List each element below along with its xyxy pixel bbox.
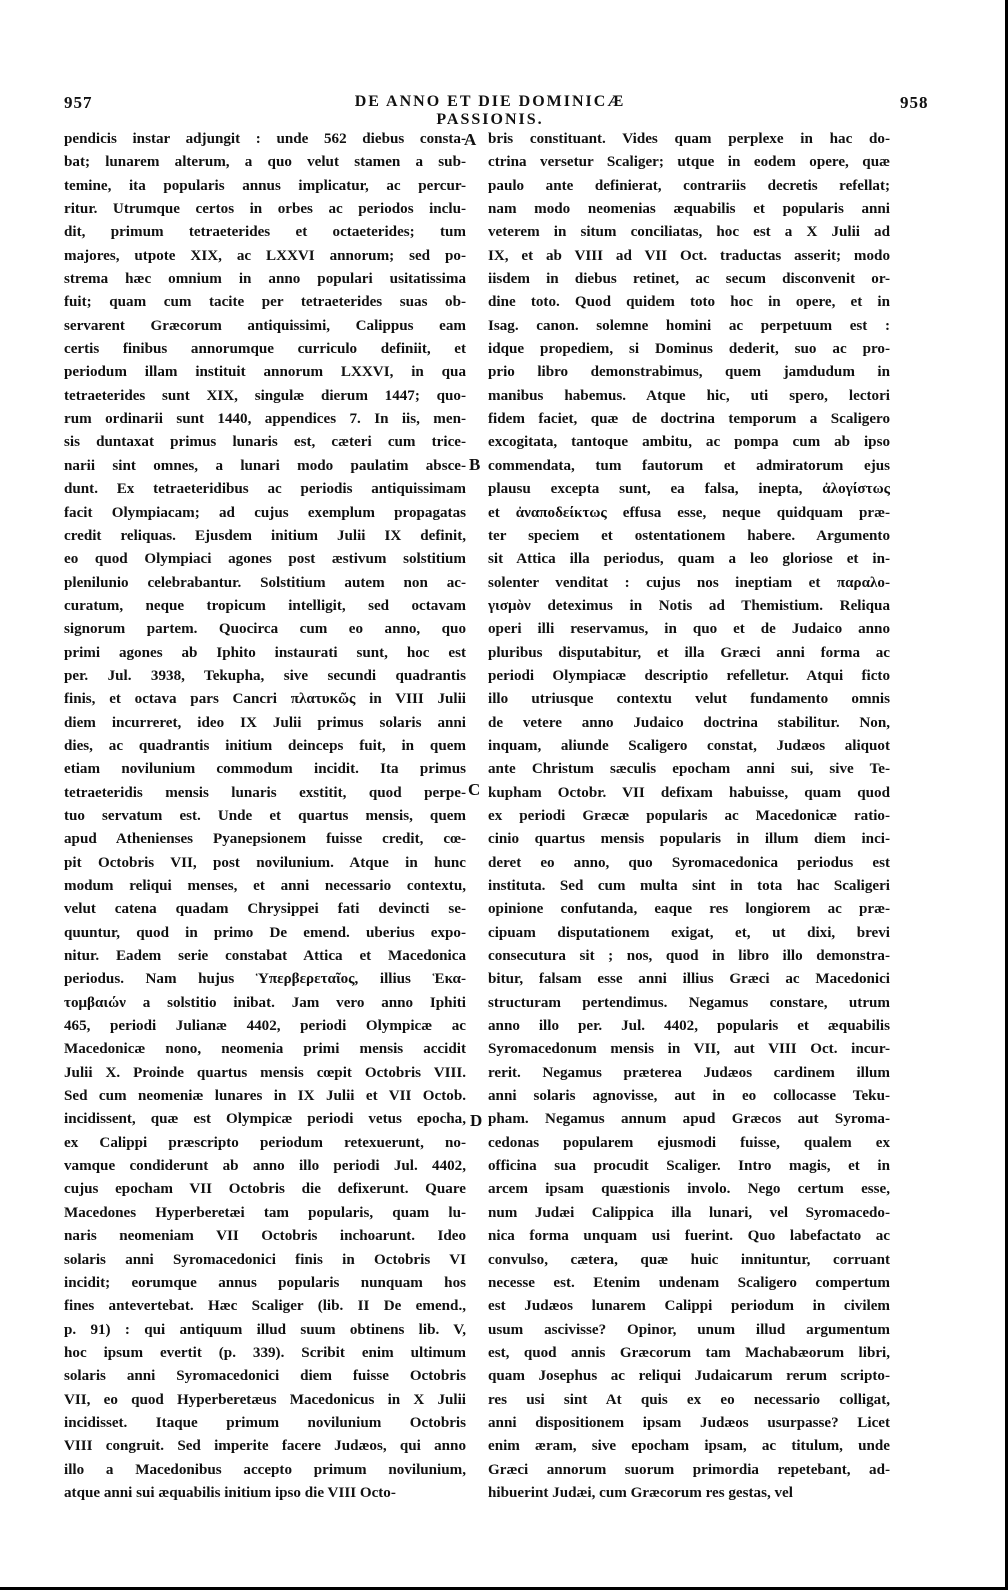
text-line: dit, primum tetraeterides et octaeterides; tum [64, 224, 466, 241]
text-line: nitur. Eadem serie constabat Attica et Macedonica [64, 948, 466, 965]
text-line: ex Calippi præscripto periodum retexuerunt, no- [64, 1134, 466, 1151]
text-line: sis duntaxat primus lunaris est, cæteri cum trice- [64, 434, 466, 451]
text-line: ctrina versetur Scaliger; utque in eodem opere, quæ [488, 154, 890, 171]
text-line: solaris anni Syromacedonici diem fuisse Octobris [64, 1368, 466, 1385]
text-line: certis finibus annorumque curriculo definiit, et [64, 341, 466, 358]
text-line: VII, eo quod Hyperberetæus Macedonicus in X Julii [64, 1391, 466, 1408]
text-line: sit Attica illa periodus, quam a leo gloriose et in- [488, 551, 890, 568]
text-line: servarent Græcorum antiquissimi, Calippus eam [64, 317, 466, 334]
text-line: majores, utpote XIX, ac LXXVI annorum; sed po- [64, 247, 466, 264]
text-line: incidisset. Itaque primum novilunium Octobris [64, 1414, 466, 1431]
text-line: rum ordinarii sunt 1440, appendices 7. In iis, men- [64, 411, 466, 428]
text-line: convulso, cætera, quæ huic innituntur, corruant [488, 1251, 890, 1268]
text-line: credit reliquas. Ejusdem initium Julii IX definit, [64, 527, 466, 544]
text-line: diem incurreret, ideo IX Julii primus solaris anni [64, 714, 466, 731]
text-line: modum reliqui menses, et anni necessario contextu, [64, 878, 466, 894]
text-line: tuo servatum est. Unde et quartus mensis, quem [64, 807, 466, 824]
text-line: ante Christum sæculis epocham anni sui, sive Te- [488, 761, 890, 778]
text-line: solaris anni Syromacedonici finis in Octobris VI [64, 1251, 466, 1268]
text-line: temine, ita popularis annus implicatur, ac percur- [64, 177, 466, 194]
text-line: quam Josephus ac reliqui Judaicarum rerum scripto- [488, 1368, 890, 1385]
text-line: anno illo per. Jul. 4402, popularis et æquabilis [488, 1018, 890, 1035]
text-line: cedonas popularem ejusmodi fuisse, qualem ex [488, 1134, 890, 1151]
text-line: bris constituant. Vides quam perplexe in hac do- [488, 131, 890, 147]
text-line: inquam, aliunde Scaligero constat, Judæos aliquot [488, 737, 890, 754]
text-line: structuram pertendimus. Negamus constare, utrum [488, 994, 890, 1011]
text-line: pham. Negamus annum apud Græcos aut Syroma- [488, 1111, 890, 1128]
text-line: rerit. Negamus præterea Judæos cardinem illum [488, 1064, 890, 1081]
text-line: plausu excepta sunt, ea falsa, inepta, ἀλογίστως [488, 481, 890, 498]
text-line: quuntur, quod in primo De emend. uberius expo- [64, 924, 466, 941]
text-line: primi agones ab Iphito instaurati sunt, hoc est [64, 644, 466, 661]
text-line: τομβαιών a solstitio inibat. Jam vero anno Iphiti [64, 994, 466, 1011]
text-line: ex periodi Græcæ popularis ac Macedonicæ ratio- [488, 807, 890, 824]
page-number-right: 958 [900, 93, 929, 112]
text-line: pendicis instar adjungit : unde 562 diebus consta- [64, 131, 466, 147]
text-line: operi illi reservamus, in quo et de Judaico anno [488, 621, 890, 638]
text-line: kupham Octobr. VII defixam habuisse, quam quod [488, 784, 890, 801]
text-line: curatum, neque tropicum intelligit, sed octavam [64, 597, 466, 614]
text-line: nam modo neomenias æquabilis et popularis anni [488, 201, 890, 218]
text-line: 465, periodi Julianæ 4402, periodi Olympicæ ac [64, 1018, 466, 1035]
text-line: anni dispositionem ipsam Judæos usurpasse? Licet [488, 1414, 890, 1431]
text-line: hoc ipsum evertit (p. 339). Scribit enim ultimum [64, 1344, 466, 1361]
section-marker-a: A [464, 130, 477, 149]
text-line: est Judæos lunarem Calippi periodum in civilem [488, 1298, 890, 1315]
text-line: fidem faciet, quæ de doctrina temporum a Scaligero [488, 411, 890, 428]
text-line: cinio quartus mensis popularis in illum diem inci- [488, 831, 890, 848]
text-line: illo a Macedonibus accepto primum novilunium, [64, 1461, 466, 1478]
text-line: periodus. Nam hujus Ὑπερβερεταῖος, illius Ἑκα- [64, 971, 466, 988]
text-line: IX, et ab VIII ad VII Oct. traductas asserit; modo [488, 247, 890, 264]
text-line: ter speciem et ostentationem habere. Argumento [488, 527, 890, 544]
section-marker-d: D [470, 1111, 483, 1130]
text-line: narii sint omnes, a lunari modo paulatim absce- [64, 457, 466, 474]
text-line: vamque condiderunt ab anno illo periodi Jul. 4402, [64, 1158, 466, 1175]
text-line: stremа hæc omnium in anno populari usitatissima [64, 271, 466, 288]
text-line: pit Octobris VII, post novilunium. Atque in hunc [64, 854, 466, 871]
text-line: est, quod annis Græcorum tam Machabæorum libri, [488, 1344, 890, 1361]
text-line: cipuam disputationem exigat, et, ut dixi, brevi [488, 924, 890, 941]
section-marker-b: B [469, 455, 481, 474]
text-line: velut catena quadam Chrysippei fati devincti se- [64, 901, 466, 918]
text-line: officina sua procudit Scaliger. Intro magis, et in [488, 1158, 890, 1175]
text-line: cujus epocham VII Octobris die defixerunt. Quare [64, 1181, 466, 1198]
text-line: num Judæi Calippica illa lunari, vel Syromacedo- [488, 1204, 890, 1221]
text-line: solenter venditat : cujus nos ineptiam et παραλο- [488, 574, 890, 591]
text-line: incidissent, quæ est Olympicæ periodi vetus epocha, [64, 1111, 466, 1128]
section-marker-c: C [468, 780, 481, 799]
text-line: Græci annorum suorum primordia repetebant, ad- [488, 1461, 890, 1478]
text-line: plenilunio celebrabantur. Solstitium autem non ac- [64, 574, 466, 591]
text-line: periodi Olympiacæ descriptio refelletur. Atqui ficto [488, 667, 890, 684]
text-line: de vetere anno Judaico doctrina stabilitur. Non, [488, 714, 890, 731]
text-line: instituta. Sed cum multa sint in tota hac Scaligeri [488, 878, 890, 894]
text-line: facit Olympiacam; ad cujus exemplum propagatas [64, 504, 466, 521]
text-line: illo utriusque contextu velut fundamento omnis [488, 691, 890, 708]
text-line: Syromacedonum mensis in VII, aut VIII Oct. incur- [488, 1041, 890, 1058]
page-number-left: 957 [64, 93, 93, 112]
text-line: tetraeterides sunt XIX, singulæ dierum 1447; quo- [64, 387, 466, 404]
running-title: DE ANNO ET DIE DOMINICÆ PASSIONIS. [354, 93, 626, 128]
text-line: pluribus disputabitur, et illa Græci anni forma ac [488, 644, 890, 661]
text-line: opinione confutanda, eaque res longiorem ac præ- [488, 901, 890, 918]
text-line: consecutura sit ; nos, quod in libro illo demonstra- [488, 948, 890, 965]
text-line: res usi sint At quis ex eo necessario colligat, [488, 1391, 890, 1408]
text-line: idque propediem, si Dominus dederit, suo ac pro- [488, 341, 890, 358]
text-line: enim æram, sive epocham ipsam, ac titulum, unde [488, 1438, 890, 1455]
text-line: paulo ante definierat, contrariis decretis refellat; [488, 177, 890, 194]
text-line: necesse est. Etenim undenam Scaligero compertum [488, 1274, 890, 1291]
text-line: eo quod Olympiaci agones post æstivum solstitium [64, 551, 466, 568]
text-line: bitur, falsam esse anni illius Græci ac Macedonici [488, 971, 890, 988]
text-line: etiam novilunium commodum incidit. Ita primus [64, 761, 466, 778]
text-line: excogitata, tantoque ambitu, ac pompa cum ab ipso [488, 434, 890, 451]
text-line: tetraeteridis mensis lunaris exstitit, quod perpe- [64, 784, 466, 801]
text-line: usum ascivisse? Opinor, unum illud argumentum [488, 1321, 890, 1338]
text-line: finis, et octava pars Cancri πλατυκῶς in VIII Julii [64, 691, 466, 708]
text-line: Macedonicæ nono, neomenia primi mensis accidit [64, 1041, 466, 1058]
text-line: dies, ac quadrantis initium deinceps fuit, in quem [64, 737, 466, 754]
text-line: prio libro demonstrabimus, quem jamdudum in [488, 364, 890, 381]
text-line: et ἀναποδείκτως effusa esse, neque quidquam præ- [488, 504, 890, 521]
text-line: veterem in situm conciliatas, hoc est a X Julii ad [488, 224, 890, 241]
text-line: γισμὸν deteximus in Notis ad Themistium. Reliqua [488, 597, 890, 614]
left-text-column [64, 128, 466, 1505]
text-line: incidit; eorumque annus popularis nunquam hos [64, 1274, 466, 1291]
text-line: bat; lunarem alterum, a quo velut stamen a sub- [64, 154, 466, 171]
text-line: hibuerint Judæi, cum Græcorum res gestas, vel [488, 1484, 793, 1501]
text-line: Macedones Hyperberetæi tam popularis, quam lu- [64, 1204, 466, 1221]
text-line: Isag. canon. solemne homini ac perpetuum est : [488, 317, 890, 334]
text-line: anni solaris agnovisse, aut in eo collocasse Teku- [488, 1088, 890, 1105]
text-line: nica forma unquam usi fuerint. Quo labefactato ac [488, 1228, 890, 1245]
text-line: Sed cum neomeniæ lunares in IX Julii et VII Octob. [64, 1088, 466, 1105]
text-line: manibus habemus. Atque hic, uti spero, lectori [488, 387, 890, 404]
text-line: iisdem in diebus retinet, ac secum disconvenit or- [488, 271, 890, 288]
text-line: apud Athenienses Pyanepsionem fuisse credit, cœ- [64, 831, 466, 848]
text-line: Julii X. Proinde quartus mensis cœpit Octobris VIII. [64, 1064, 466, 1081]
text-line: ritur. Utrumque certos in orbes ac periodos inclu- [64, 201, 466, 218]
text-line: atque anni sui æquabilis initium ipso die VIII Octo- [64, 1484, 396, 1501]
text-line: signorum partem. Quocirca cum eo anno, quo [64, 621, 466, 638]
text-line: naris neomeniam VII Octobris inchoarunt. Ideo [64, 1228, 466, 1245]
right-text-column [488, 128, 890, 1505]
text-line: VIII congruit. Sed imperite facere Judæos, qui anno [64, 1438, 466, 1455]
text-line: dunt. Ex tetraeteridibus ac periodis antiquissimam [64, 481, 466, 498]
text-line: per. Jul. 3938, Tekupha, sive secundi quadrantis [64, 667, 466, 684]
text-line: commendata, tum fautorum et admiratorum ejus [488, 457, 890, 474]
text-line: fines antevertebat. Hæc Scaliger (lib. II De emend., [64, 1298, 466, 1315]
text-line: dine toto. Quod quidem toto hoc in opere, et in [488, 294, 890, 311]
text-line: periodum illam instituit annorum LXXVI, in qua [64, 364, 466, 381]
text-line: fuit; quam cum tacite per tetraeterides suas ob- [64, 294, 466, 311]
text-line: deret eo anno, quo Syromacedonica periodus est [488, 854, 890, 871]
text-line: arcem ipsam quæstionis involo. Nego certum esse, [488, 1181, 890, 1198]
text-line: p. 91) : qui antiquum illud suum obtinens lib. V, [64, 1321, 466, 1338]
